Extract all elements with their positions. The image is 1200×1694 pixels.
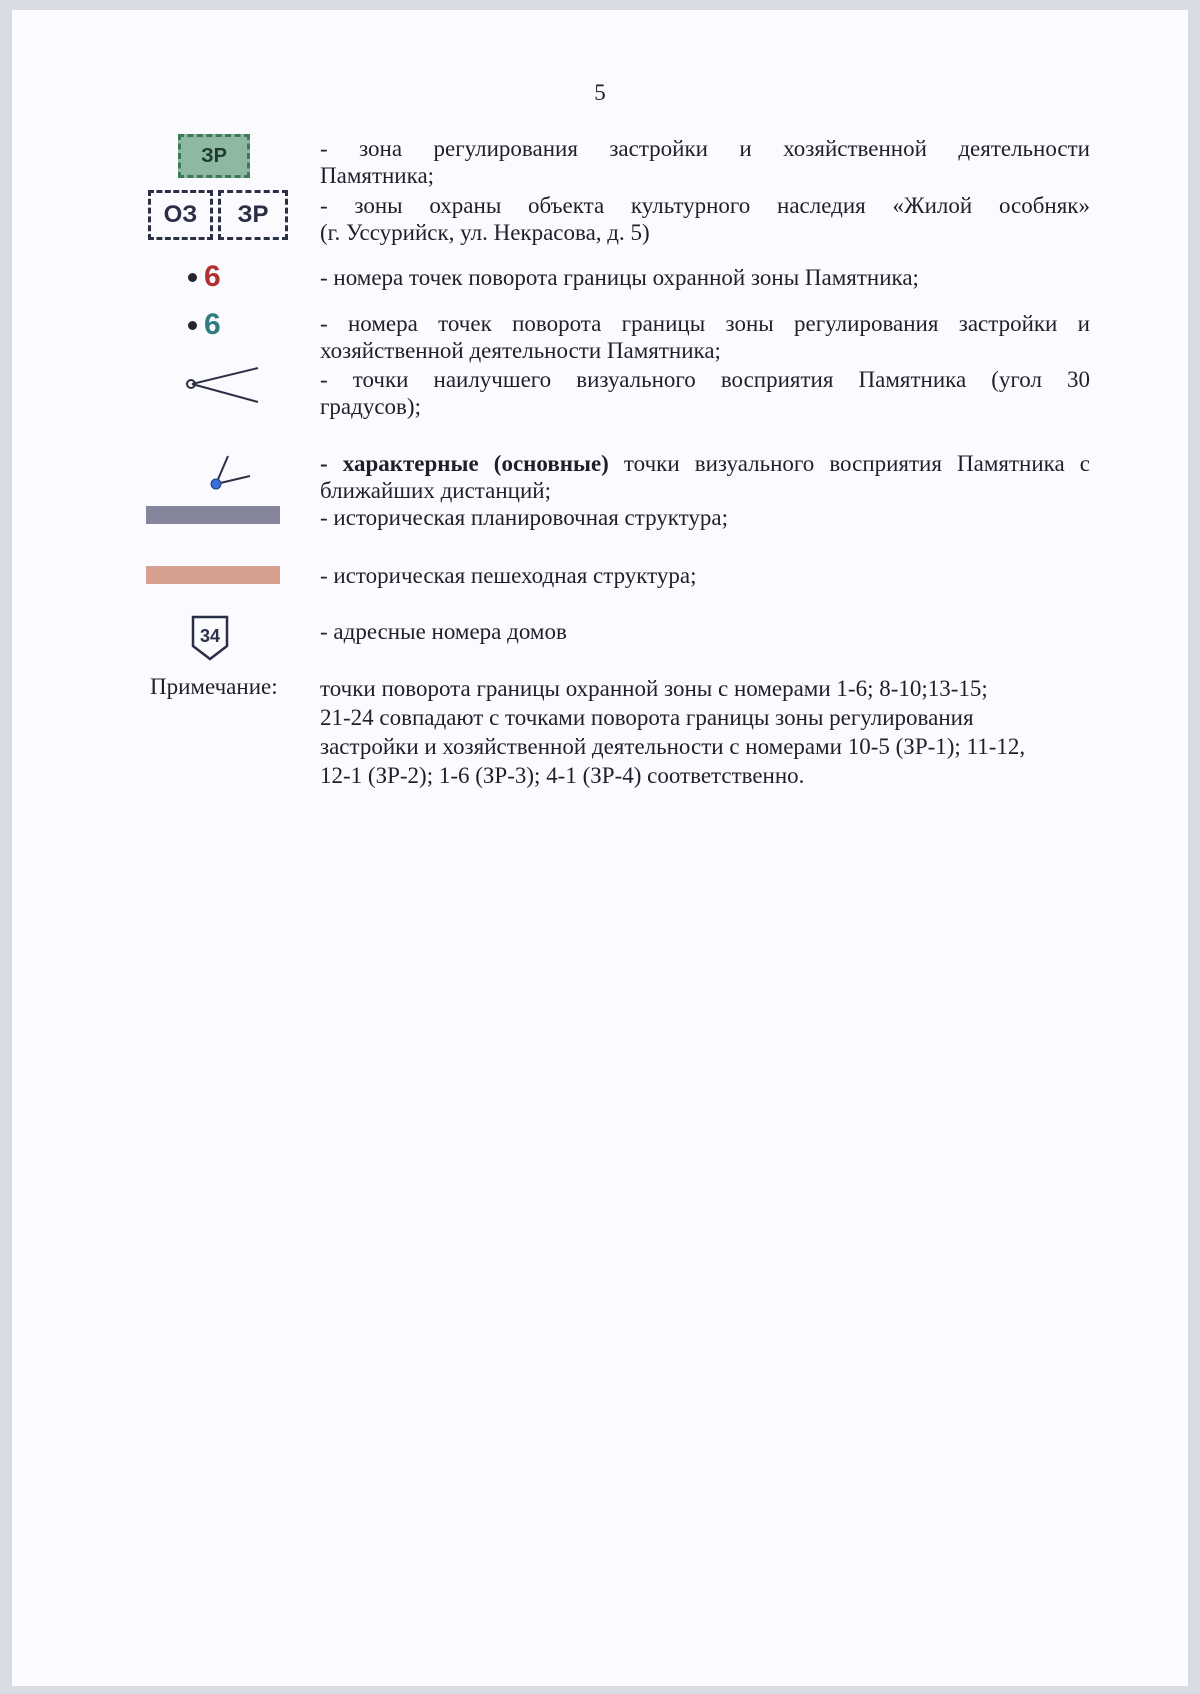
legend-text-zr-zone [320,135,1090,189]
legend-text-line: ближайших дистанций; [320,478,551,503]
point-dot [188,273,197,282]
note-line: застройки и хозяйственной деятельности с номерами 10-5 (ЗР-1); 11-12, [320,734,1026,759]
legend-text-line: - точки наилучшего визуального восприятия Памятника (угол 30 [320,367,1090,392]
legend-text-protected-zone-points: - номера точек поворота границы охранной зоны Памятника; [320,265,919,290]
legend-text-pedestrian-structure: - историческая пешеходная структура; [320,563,697,588]
legend-text-house-numbers: - адресные номера домов [320,619,567,644]
protected-zone-point-number: 6 [204,260,221,293]
zr-zone-box [178,134,250,178]
pedestrian-structure-line [146,566,280,584]
legend-text-planning-structure: - историческая планировочная структура; [320,505,728,530]
legend-text-line: - характерные (основные) точки визуального восприятия Памятника с [320,451,1090,476]
zr-zone-label: ЗР [201,144,227,167]
note-line: 21-24 совпадают с точками поворота границы зоны регулирования [320,705,974,730]
oz-zone-label: ОЗ [163,201,198,228]
view-angle-icon [184,366,262,406]
document-page [12,10,1188,1686]
house-number-icon [190,614,230,662]
protected-zone-point-symbol [188,260,221,294]
regulation-zone-point-symbol [188,308,221,342]
legend-text-close-view-points [320,450,1090,504]
note-line: точки поворота границы охранной зоны с номерами 1-6; 8-10;13-15; [320,676,988,701]
zr-zone-symbol [178,134,250,178]
note-label: Примечание: [150,674,278,699]
legend-text-line: - зоны охраны объекта культурного наследия «Жилой особняк» [320,193,1090,218]
legend-text-oz-zr-zones [320,192,1090,246]
legend-text-regulation-zone-points [320,310,1090,364]
house-number-label: 34 [199,626,221,646]
legend-text-bold: - характерные (основные) [320,451,609,476]
note-text [320,674,1090,790]
legend-text-line: - номера точек поворота границы зоны регулирования застройки и [320,311,1090,336]
point-dot [188,321,197,330]
legend-text-line: Памятника; [320,163,435,188]
view-point-icon [204,450,254,492]
legend-text-best-view-points [320,366,1090,420]
oz-zone-box [148,190,213,240]
zr-zone-outline-label: ЗР [237,201,269,228]
legend-text-line: градусов); [320,394,421,419]
zr-zone-box-outline [218,190,288,240]
legend-text-line: хозяйственной деятельности Памятника; [320,338,721,363]
planning-structure-line [146,506,280,524]
regulation-zone-point-number: 6 [204,308,221,341]
oz-zr-zones-symbol [148,190,288,240]
legend-text-line: (г. Уссурийск, ул. Некрасова, д. 5) [320,220,650,245]
note-line: 12-1 (ЗР-2); 1-6 (ЗР-3); 4-1 (ЗР-4) соответственно. [320,763,805,788]
legend-text-line: - зона регулирования застройки и хозяйственной деятельности [320,136,1090,161]
page-number: 5 [594,80,606,105]
